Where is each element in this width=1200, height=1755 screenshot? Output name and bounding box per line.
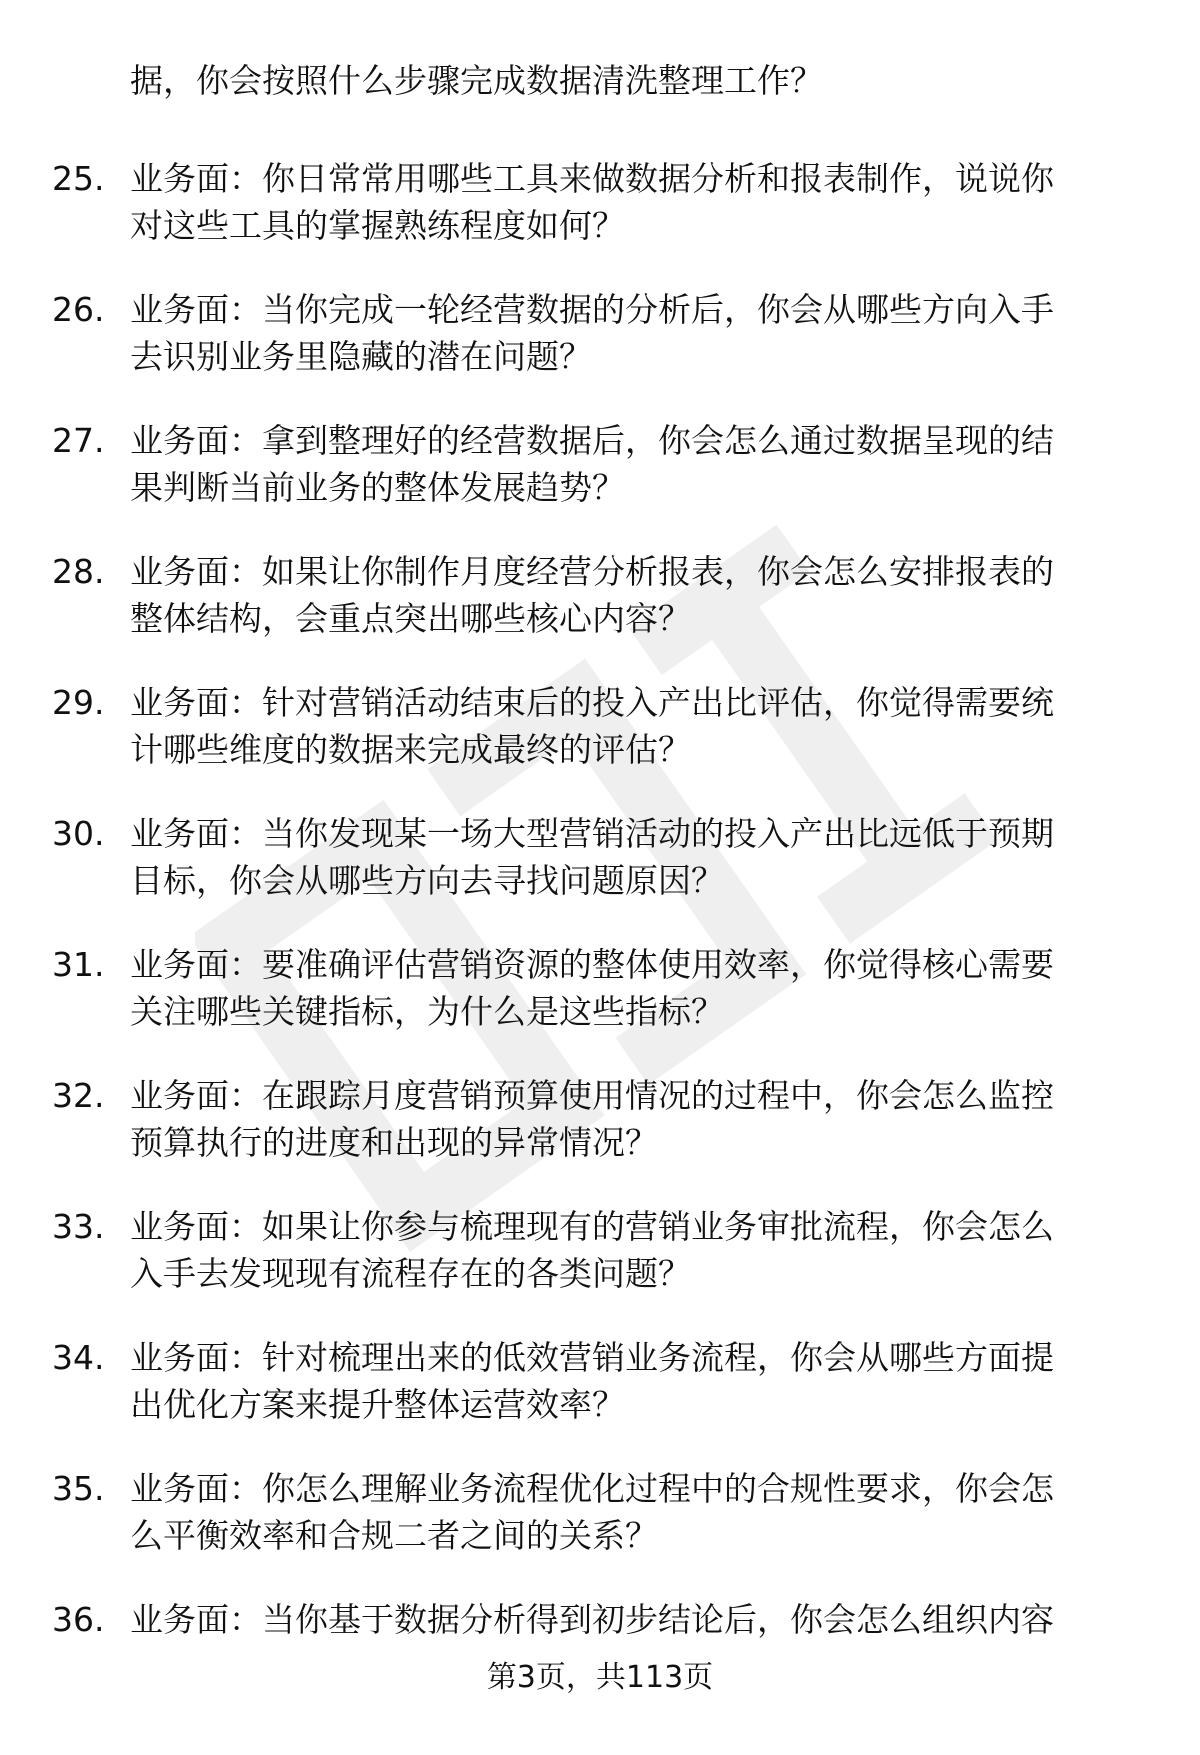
question-text-line: 业务面：当你完成一轮经营数据的分析后，你会从哪些方向入手 [130, 290, 1054, 329]
question-text-line: 去识别业务里隐藏的潜在问题？ [130, 337, 592, 376]
question-text-line: 业务面：在跟踪月度营销预算使用情况的过程中，你会怎么监控 [130, 1076, 1054, 1115]
question-text-line: 业务面：当你基于数据分析得到初步结论后，你会怎么组织内容 [130, 1600, 1054, 1639]
question-text-line: 关注哪些关键指标，为什么是这些指标？ [130, 992, 724, 1031]
question-text-line: 出优化方案来提升整体运营效率？ [130, 1385, 625, 1424]
question-item [0, 155, 1200, 286]
question-text-line: 预算执行的进度和出现的异常情况？ [130, 1123, 658, 1162]
question-text-line: 业务面：如果让你参与梳理现有的营销业务审批流程，你会怎么 [130, 1207, 1054, 1246]
question-item [0, 548, 1200, 679]
question-number: 35. [52, 1469, 105, 1508]
question-text [130, 810, 1140, 904]
question-text-line: 果判断当前业务的整体发展趋势？ [130, 468, 625, 507]
question-number: 30. [52, 814, 105, 853]
question-item [0, 1334, 1200, 1465]
question-item [0, 679, 1200, 810]
question-item [0, 286, 1200, 417]
question-item [0, 941, 1200, 1072]
question-text-line: 入手去发现现有流程存在的各类问题？ [130, 1254, 691, 1293]
question-text-line: 业务面：拿到整理好的经营数据后，你会怎么通过数据呈现的结 [130, 421, 1054, 460]
question-number: 29. [52, 683, 105, 722]
question-text [130, 1203, 1140, 1297]
question-number: 34. [52, 1338, 105, 1377]
question-text [130, 286, 1140, 380]
question-text [130, 941, 1140, 1035]
question-text-line: 么平衡效率和合规二者之间的关系？ [130, 1516, 658, 1555]
question-text-line: 业务面：如果让你制作月度经营分析报表，你会怎么安排报表的 [130, 552, 1054, 591]
question-text-line: 业务面：你日常常用哪些工具来做数据分析和报表制作，说说你 [130, 159, 1054, 198]
question-text [130, 679, 1140, 773]
question-text-line: 业务面：要准确评估营销资源的整体使用效率，你觉得核心需要 [130, 945, 1054, 984]
page-number-footer: 第3页，共113页 [486, 1660, 714, 1695]
question-text-line: 业务面：你怎么理解业务流程优化过程中的合规性要求，你会怎 [130, 1469, 1054, 1508]
question-text-line: 对这些工具的掌握熟练程度如何？ [130, 206, 625, 245]
question-text [130, 548, 1140, 642]
question-text [130, 1596, 1140, 1643]
question-text [130, 1334, 1140, 1428]
question-item [0, 1203, 1200, 1334]
question-text-line: 业务面：针对营销活动结束后的投入产出比评估，你觉得需要统 [130, 683, 1054, 722]
question-text-line: 目标，你会从哪些方向去寻找问题原因？ [130, 861, 724, 900]
question-number: 33. [52, 1207, 105, 1246]
question-number: 32. [52, 1076, 105, 1115]
question-item [0, 810, 1200, 941]
question-text [130, 417, 1140, 511]
question-text-line: 计哪些维度的数据来完成最终的评估？ [130, 730, 691, 769]
question-number: 26. [52, 290, 105, 329]
question-text-line: 业务面：针对梳理出来的低效营销业务流程，你会从哪些方面提 [130, 1338, 1054, 1377]
question-number: 25. [52, 159, 105, 198]
question-number: 28. [52, 552, 105, 591]
continuation-line: 据，你会按照什么步骤完成数据清洗整理工作？ [130, 61, 823, 100]
question-text [130, 155, 1140, 249]
question-number: 36. [52, 1600, 105, 1639]
question-text-line: 整体结构，会重点突出哪些核心内容？ [130, 599, 691, 638]
question-list [0, 155, 1200, 1727]
question-text [130, 1465, 1140, 1559]
question-number: 27. [52, 421, 105, 460]
question-text-line: 业务面：当你发现某一场大型营销活动的投入产出比远低于预期 [130, 814, 1054, 853]
question-item [0, 1465, 1200, 1596]
question-item [0, 1072, 1200, 1203]
question-text [130, 1072, 1140, 1166]
question-item [0, 417, 1200, 548]
question-number: 31. [52, 945, 105, 984]
